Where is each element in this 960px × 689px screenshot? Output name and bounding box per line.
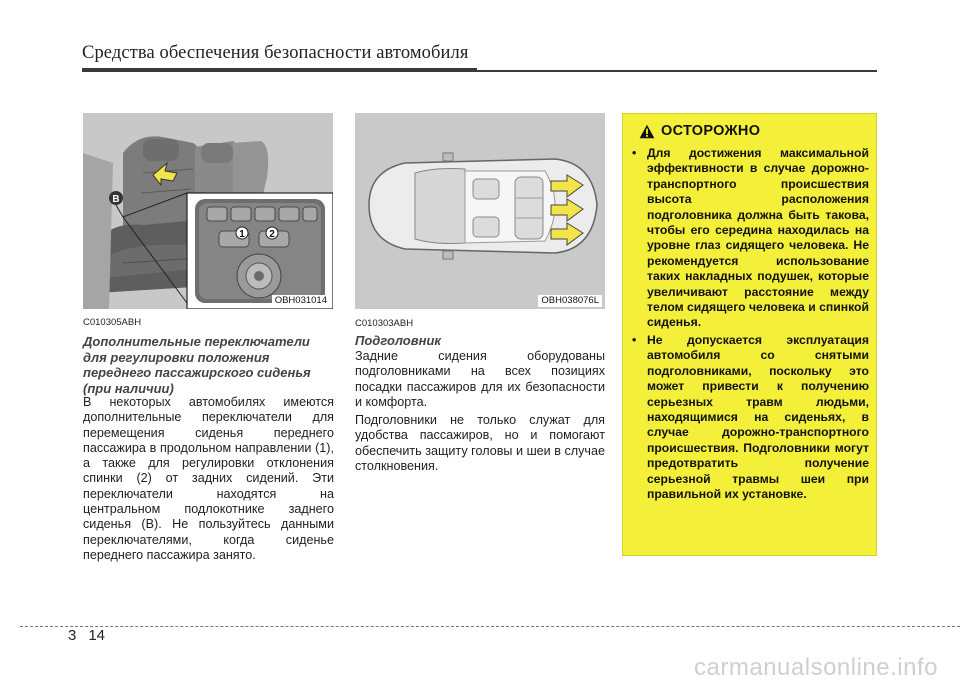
title-line: (при наличии) bbox=[83, 380, 174, 396]
page-header-title: Средства обеспечения безопасности автомобиля bbox=[82, 43, 469, 63]
caution-box bbox=[622, 113, 877, 556]
callout-b: B bbox=[112, 194, 120, 205]
middle-section-title: Подголовник bbox=[355, 333, 441, 348]
middle-section-paragraph-1: Задние сидения оборудованы подголовниками на всех позициях посадки пассажиров для их безопасности и комфорта. bbox=[355, 349, 605, 409]
header-rule-thin bbox=[82, 70, 877, 72]
rear-seat-figure bbox=[83, 113, 333, 309]
middle-section-paragraph-2: Подголовники не только служат для удобства пассажиров, но и помогают обеспечить защиту головы и шеи в случае столкновения. bbox=[355, 413, 605, 473]
caution-list bbox=[629, 146, 869, 502]
page-number-value: 14 bbox=[88, 627, 106, 644]
figure-code: OBH031014 bbox=[272, 295, 330, 307]
title-line: переднего пассажирского сиденья bbox=[83, 365, 311, 380]
rear-seat-illustration bbox=[83, 113, 333, 309]
footer-rule bbox=[20, 626, 960, 627]
warning-triangle-icon bbox=[639, 124, 655, 139]
left-section-body: В некоторых автомобилях имеются дополнительные переключатели для перемещения сиденья переднего пассажира в продольном направлении (1), а также для регулировки отклонения спинки (2) от задних сидений. Эти переключатели находятся на центральном подлокотнике заднего сиденья (B). Не пользуйтесь данными переключателями, когда сиденье переднего пассажира занято. bbox=[83, 395, 334, 562]
site-watermark: carmanualsonline.info bbox=[694, 654, 938, 681]
figure-code: OBH038076L bbox=[538, 295, 602, 307]
section-code-left: C010305ABH bbox=[83, 317, 142, 328]
headrest-figure bbox=[355, 113, 605, 309]
title-line: для регулировки положения bbox=[83, 349, 270, 365]
caution-title: ОСТОРОЖНО bbox=[661, 123, 761, 139]
title-line: Дополнительные переключатели bbox=[83, 334, 310, 349]
left-section-title bbox=[83, 334, 343, 396]
callout-1: 1 bbox=[239, 229, 245, 240]
page-number bbox=[68, 627, 105, 644]
section-code-middle: C010303ABH bbox=[355, 318, 414, 329]
caution-item: • Не допускается эксплуатация автомобиля со снятыми подголовниками, поскольку это может привести к получению серьезных травм людьми, находящимися на сиденьях, в случае дорожно-транспортного происшествия. Подголовники могут предотвратить получение серьезной травмы шеи при правильной их установке. bbox=[629, 333, 869, 502]
caution-item: • Для достижения максимальной эффективности в случае дорожно-транспортного происшествия высота расположения подголовника должна быть такова, чтобы его середина находилась на уровне глаз сидящего человека. Не рекомендуется использование таких накладных подушек, которые увеличивают расстояние между телом сидящего человека и спинкой сиденья. bbox=[629, 146, 869, 331]
caution-header bbox=[639, 123, 760, 139]
callout-2: 2 bbox=[269, 229, 275, 240]
chapter-number: 3 bbox=[68, 627, 77, 644]
car-top-view-illustration bbox=[355, 113, 605, 309]
